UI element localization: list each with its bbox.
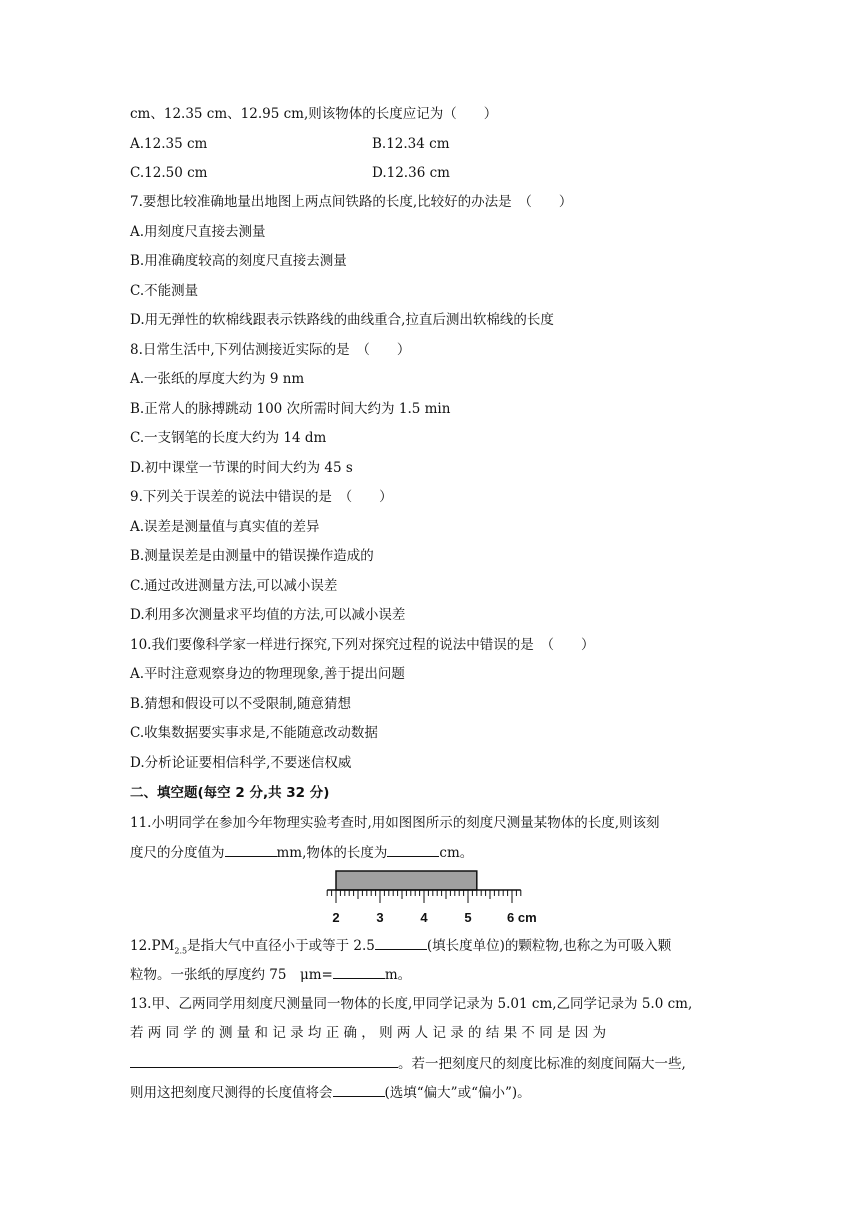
measured-object — [336, 871, 477, 890]
q6-option-b: B.12.34 cm — [372, 136, 450, 152]
q8-option-d: D.初中课堂一节课的时间大约为 45 s — [130, 460, 353, 476]
answer-blank[interactable] — [130, 1053, 398, 1068]
q10-option-c: C.收集数据要实事求是,不能随意改动数据 — [130, 725, 378, 741]
q7-option-d: D.用无弹性的软棉线跟表示铁路线的曲线重合,拉直后测出软棉线的长度 — [130, 312, 554, 328]
question-11-line-2 — [130, 842, 473, 863]
q10-option-b: B.猜想和假设可以不受限制,随意猜想 — [130, 696, 352, 712]
question-8: 8.日常生活中,下列估测接近实际的是 （ ） — [130, 342, 411, 358]
answer-blank[interactable] — [375, 935, 427, 950]
question-11-line-1: 11.小明同学在参加今年物理实验考查时,用如图图所示的刻度尺测量某物体的长度,则该刻 — [130, 815, 660, 831]
section-heading-fill-blank: 二、填空题(每空 2 分,共 32 分) — [130, 785, 330, 801]
q8-option-a: A.一张纸的厚度大约为 9 nm — [130, 371, 305, 387]
q10-option-d: D.分析论证要相信科学,不要迷信权威 — [130, 755, 352, 771]
q11-text-c: cm。 — [439, 845, 474, 861]
q7-option-a: A.用刻度尺直接去测量 — [130, 224, 266, 240]
answer-blank[interactable] — [333, 1082, 385, 1097]
q7-option-b: B.用准确度较高的刻度尺直接去测量 — [130, 253, 347, 269]
ruler-diagram — [326, 866, 546, 930]
q12-text-d: 粒物。一张纸的厚度约 75 μm= — [130, 967, 333, 983]
q11-text-b: mm,物体的长度为 — [276, 845, 388, 861]
q9-option-d: D.利用多次测量求平均值的方法,可以减小误差 — [130, 607, 406, 623]
ruler-tick-label: 4 — [420, 910, 428, 925]
answer-blank[interactable] — [387, 842, 439, 857]
q9-option-c: C.通过改进测量方法,可以减小误差 — [130, 578, 338, 594]
q6-option-a: A.12.35 cm — [130, 136, 208, 152]
question-13-line-1: 13.甲、乙两同学用刻度尺测量同一物体的长度,甲同学记录为 5.01 cm,乙同学记录为 5.0 cm, — [130, 996, 693, 1012]
q6-option-d: D.12.36 cm — [372, 165, 450, 181]
q13-text-d: 则用这把刻度尺测得的长度值将会 — [130, 1085, 333, 1101]
q12-subscript: 2.5 — [174, 946, 188, 956]
q13-text-e: (选填“偏大”或“偏小”)。 — [384, 1085, 531, 1101]
q10-option-a: A.平时注意观察身边的物理现象,善于提出问题 — [130, 666, 405, 682]
ruler-tick-label: 3 — [376, 910, 384, 925]
ruler-tick-label: 2 — [332, 910, 340, 925]
q8-option-b: B.正常人的脉搏跳动 100 次所需时间大约为 1.5 min — [130, 401, 451, 417]
q11-text-a: 度尺的分度值为 — [130, 845, 225, 861]
q12-text-b: 是指大气中直径小于或等于 2.5 — [187, 938, 375, 954]
q8-option-c: C.一支钢笔的长度大约为 14 dm — [130, 430, 327, 446]
question-13-line-4 — [130, 1082, 531, 1103]
answer-blank[interactable] — [225, 842, 277, 857]
ruler-tick-label: 6 cm — [507, 910, 537, 925]
q12-text-e: m。 — [384, 967, 412, 983]
question-10: 10.我们要像科学家一样进行探究,下列对探究过程的说法中错误的是 （ ） — [130, 637, 595, 653]
question-6-stem-cont: cm、12.35 cm、12.95 cm,则该物体的长度应记为（ ） — [130, 106, 498, 122]
question-12-line-2 — [130, 964, 411, 985]
answer-blank[interactable] — [333, 964, 385, 979]
question-7: 7.要想比较准确地量出地图上两点间铁路的长度,比较好的办法是 （ ） — [130, 194, 573, 210]
question-9: 9.下列关于误差的说法中错误的是 （ ） — [130, 489, 393, 505]
q12-text-c: (填长度单位)的颗粒物,也称之为可吸入颗 — [426, 938, 672, 954]
question-12-line-1 — [130, 935, 671, 962]
q12-text-a: 12.PM — [130, 938, 175, 954]
q9-option-b: B.测量误差是由测量中的错误操作造成的 — [130, 548, 374, 564]
q13-text-c: 。若一把刻度尺的刻度比标准的刻度间隔大一些, — [398, 1056, 686, 1072]
ruler-tick-label: 5 — [464, 910, 472, 925]
q6-option-c: C.12.50 cm — [130, 165, 208, 181]
question-13-line-3 — [130, 1053, 686, 1074]
ruler-figure — [326, 866, 546, 930]
q9-option-a: A.误差是测量值与真实值的差异 — [130, 519, 320, 535]
question-13-line-2: 若 两 同 学 的 测 量 和 记 录 均 正 确 ， 则 两 人 记 录 的 结 果 不 同 是 因 为 — [130, 1025, 607, 1041]
q7-option-c: C.不能测量 — [130, 283, 199, 299]
